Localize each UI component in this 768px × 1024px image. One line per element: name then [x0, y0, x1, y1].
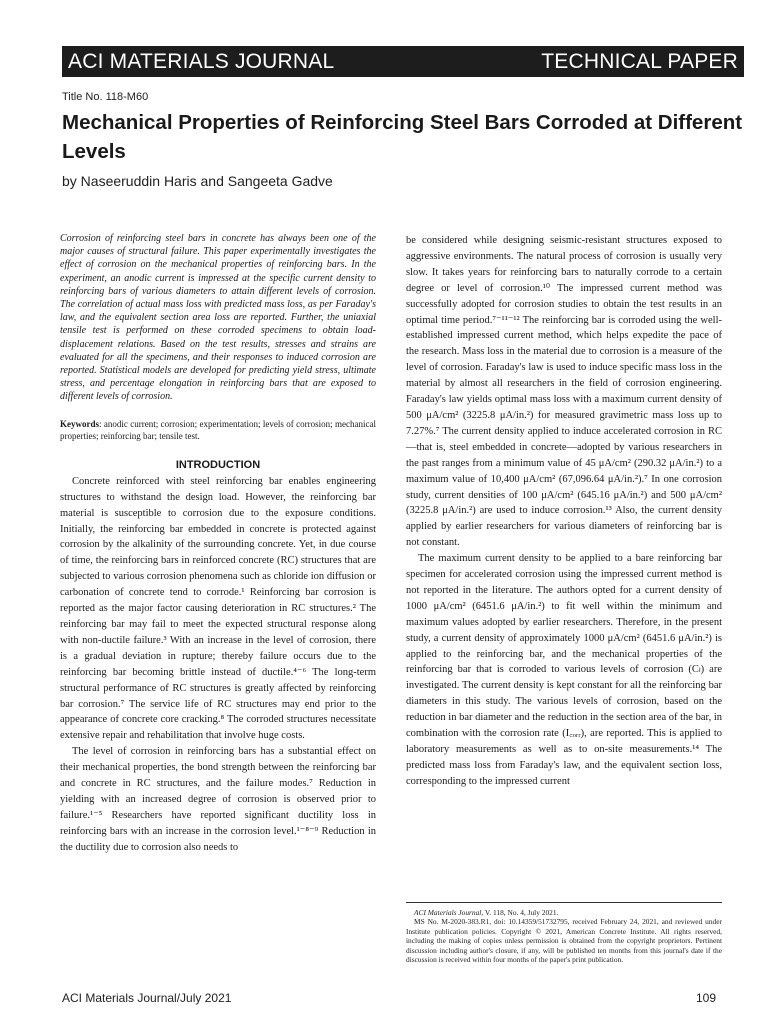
journal-banner	[62, 46, 744, 77]
title-number: Title No. 118-M60	[62, 91, 149, 103]
section-heading-introduction: INTRODUCTION	[175, 458, 261, 471]
keywords-label: Keywords	[60, 418, 99, 429]
footnote-journal-name: ACI Materials Journal	[414, 908, 482, 917]
keywords-text: : anodic current; corrosion; experimentation; levels of corrosion; mechanical properties; reinforcing bar; tensile test.	[60, 418, 376, 442]
left-column	[60, 232, 376, 856]
footnote-manuscript-info: MS No. M-2020-383.R1, doi: 10.14359/51732795, received February 24, 2021, and reviewed under Institute publication policies. Copyright © 2021, American Concrete Institute. All rights reserved, including the making of copies unless permission is obtained from the copyright proprietors. Pertinent discussion including author's closure, if any, will be published ten months from this journal's date if the discussion is received within four months of the paper's print publication.	[406, 917, 722, 965]
intro-paragraph-1: Concrete reinforced with steel reinforcing bar enables engineering structures to withstand the design load. However, the reinforcing bar material is susceptible to corrosion due to the exposure conditions. Initially, the reinforcing bar embedded in concrete is protected against corrosion by the alkalinity of the surrounding concrete. Yet, in due course of time, the reinforcing bars in reinforced concrete (RC) structures that are subjected to various corrosion phenomena such as chloride ion diffusion or carbonation of concrete tend to corrode.¹ Reinforcing bar corrosion is reported as the major factor causing deterioration in RC structures.² The reinforcing bar may fail to meet the expected structural response along with non-ductile failure.³ With an increase in the level of corrosion, there is a gradual deviation in rupture; thereby failure occurs due to the reinforcing bar becoming brittle instead of ductile.⁴⁻⁶ The long-term structural performance of RC structures is greatly affected by reinforcing bar corrosion.⁷ The service life of RC structures may end prior to the appearance of concrete core cracking.⁸ The corroded structures necessitate extensive repair and rehabilitation that involve huge costs.	[60, 475, 376, 742]
publication-footnote	[406, 902, 722, 964]
page-number: 109	[696, 991, 717, 1005]
intro-paragraph-2: The level of corrosion in reinforcing bars has a substantial effect on their mechanical properties, the bond strength between the reinforcing bar and concrete in RC structures, and the failure modes.⁷ Reduction in yielding with an increased degree of corrosion is observed prior to failure.¹⁻⁵ Researchers have reported significant ductility loss in reinforcing bars with an increase in the corrosion level.¹⁻⁸⁻⁹ Reduction in the ductility due to corrosion also needs to	[60, 746, 376, 853]
journal-name: ACI MATERIALS JOURNAL	[68, 49, 335, 73]
paper-type: TECHNICAL PAPER	[541, 49, 738, 73]
author-line: by Naseeruddin Haris and Sangeeta Gadve	[62, 173, 333, 189]
keywords	[60, 418, 376, 443]
intro-paragraph-3: be considered while designing seismic-resistant structures exposed to aggressive environments. The natural process of corrosion is usually very slow. It takes years for reinforcing bars to naturally corrode to a certain degree or level of corrosion.¹⁰ The impressed current method was successfully adopted for corrosion studies to obtain the test results in an optimal time period.⁷⁻¹¹⁻¹² The reinforcing bar is corroded using the well-established impressed current method, which helps expedite the pace of the research. Mass loss in the material due to corrosion is a measure of the level of corrosion. Faraday's law is used to induce specific mass loss in the material by almost all researchers in the field of corrosion engineering. Faraday's law yields optimal mass loss with a maximum current density of 500 μA/cm² (3225.8 μA/in.²) for measured gravimetric mass loss up to 7.27%.⁷ The current density applied to induce accelerated corrosion in RC—that is, steel embedded in concrete—adopted by various researchers in the past ranges from a minimum value of 45 μA/cm² (290.32 μA/in.²) to a maximum value of 10,400 μA/cm² (67,096.64 μA/in.²).⁷ In one corrosion study, current densities of 100 μA/cm² (645.16 μA/in.²) and 500 μA/cm² (3225.8 μA/in.²) are used to induce corrosion.¹³ Also, the current density applied by earlier researchers for various diameters of reinforcing bar is not constant.	[406, 235, 722, 549]
footer-journal-issue: ACI Materials Journal/July 2021	[62, 991, 232, 1005]
footnote-journal-line	[406, 908, 722, 917]
intro-paragraph-4: The maximum current density to be applied to a bare reinforcing bar specimen for accelerated corrosion using the impressed current method is not reported in the literature. The authors opted for a current density of 1000 μA/cm² (6451.6 μA/in.²) to fit well within the minimum and maximum values adopted by earlier researchers. Therefore, in the present study, a current density of approximately 1000 μA/cm² (6451.6 μA/in.²) is applied to the reinforcing bar, and the mechanical properties of the reinforcing bar that is corroded to various levels of corrosion (Cₗ) are investigated. The current density is kept constant for all the reinforcing bar diameters in this study. The various levels of corrosion, based on the reduction in bar diameter and the reduction in the section area of the bar, in combination with the corrosion rate (I꜀ₒᵣᵣ), are reported. This is applied to laboratory measurements as well as to on-site measurements.¹⁴ The predicted mass loss from Faraday's law, and the equivalent section loss, corresponding to the impressed current	[406, 553, 722, 787]
right-column	[406, 233, 722, 790]
paper-title: Mechanical Properties of Reinforcing Steel Bars Corroded at Different Levels	[62, 111, 743, 163]
abstract: Corrosion of reinforcing steel bars in concrete has always been one of the major causes of structural failure. This paper experimentally investigates the effect of corrosion on the mechanical properties of reinforcing bars. In the experiment, an anodic current is impressed at the specific current density to reinforcing bars of various diameters to attain different levels of corrosion. The correlation of actual mass loss with predicted mass loss, as per Faraday's law, and the equivalent section area loss are reported. Further, the uniaxial tensile test is performed on these corroded specimens to obtain load-displacement relations. Based on the test results, stresses and strains are evaluated for all the specimens, and their responses to induced corrosion are reported. Statistical models are developed for predicting yield stress, ultimate stress, and percentage elongation in reinforcing bars that are exposed to different levels of corrosion.	[60, 233, 376, 403]
footnote-volume: , V. 118, No. 4, July 2021.	[481, 908, 559, 917]
